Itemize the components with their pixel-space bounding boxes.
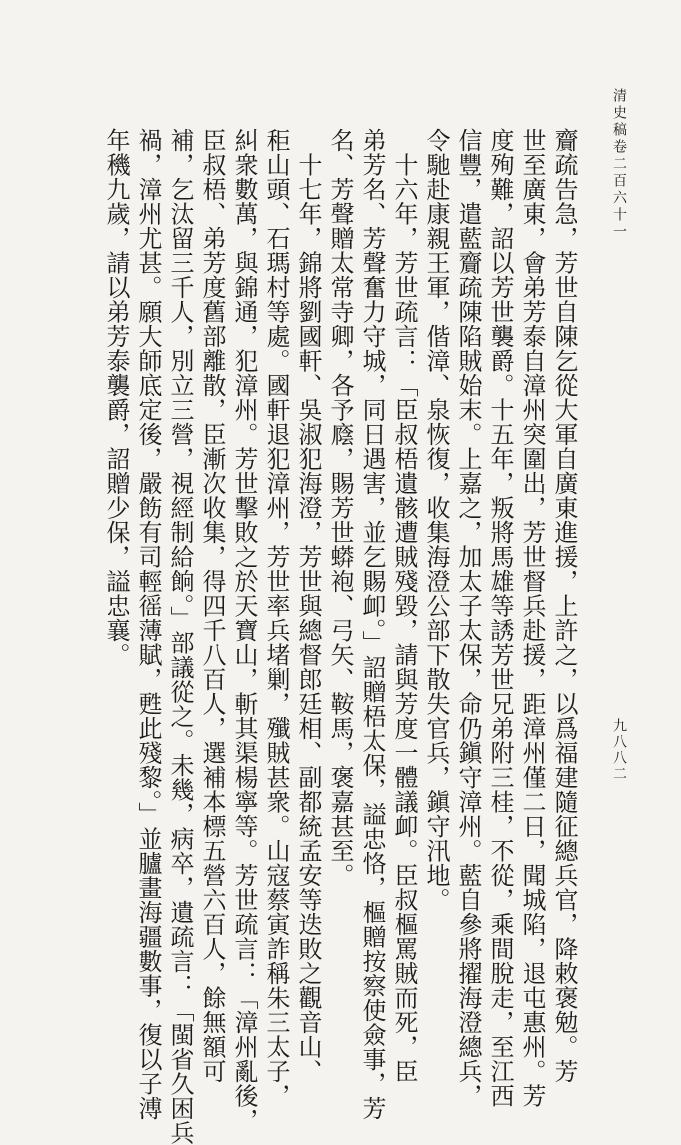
text-column: 糾衆數萬，與錦通，犯漳州。芳世擊敗之於天寶山，斬其渠楊寧等。芳世疏言：「漳州亂後， (230, 128, 258, 1133)
text-column: 十六年，芳世疏言：「臣叔梧遺骸遭賊殘毀，請與芳度一體議卹。臣叔樞罵賊而死，臣 (390, 128, 418, 1084)
text-column: 弟芳名、芳聲奮力守城，同日遇害，並乞賜卹。」詔贈梧太保，謚忠恪，樞贈按察使僉事，芳 (358, 128, 386, 1121)
text-column: 臣叔梧、弟芳度舊部離散，臣漸次收集，得四千八百人，選補本標五營六百人，餘無額可 (198, 128, 226, 1084)
text-column: 秬山頭、石瑪村等處。國軒退犯漳州，芳世率兵堵剿，殲賊甚衆。山寇蔡寅詐稱朱三太子， (262, 128, 290, 1108)
text-column: 年穖九歲，請以弟芳泰襲爵，詔贈少保，謚忠襄。 (102, 128, 130, 667)
text-column: 度殉難，詔以芳世襲爵。十五年，叛將馬雄等誘芳世兄弟附三桂，不從，乘間脫走，至江西 (486, 128, 514, 1108)
text-column: 名、芳聲贈太常寺卿，各予廕，賜芳世蟒袍、弓矢、鞍馬，褒嘉甚至。 (326, 128, 354, 888)
text-column: 信豐，遣藍齎疏陳陷賊始末。上嘉之，加太子太保，命仍鎭守漳州。藍自參將擢海澄總兵， (454, 128, 482, 1108)
running-title: 清史稿卷二百六十一 (611, 88, 627, 241)
main-text (80, 128, 580, 1145)
text-column: 禍，漳州尤甚。願大師底定後，嚴飭有司輕徭薄賦，甦此殘黎。」並臚畫海疆數事，復以子溥 (134, 128, 162, 1121)
text-column: 世至廣東，會弟芳泰自漳州突圍出，芳世督兵赴援，距漳州僅二日，聞城陷，退屯惠州。芳 (518, 128, 546, 1108)
text-column: 令馳赴康親王軍，偕漳、泉恢復，收集海澄公部下散失官兵，鎭守汛地。 (422, 128, 450, 912)
text-column: 補，乞汰留三千人，別立三營，視經制給餉。」部議從之。未幾，病卒，遺疏言：「閩省久困兵 (166, 128, 194, 1145)
text-column: 十七年，錦將劉國軒、吳淑犯海澄，芳世與總督郎廷相、副都統孟安等迭敗之觀音山、 (294, 128, 322, 1084)
text-column: 齎疏告急，芳世自陳乞從大軍自廣東進援，上許之，以爲福建隨征總兵官，降敕褒勉。芳 (550, 128, 578, 1084)
page-number: 九八八二 (611, 718, 627, 782)
